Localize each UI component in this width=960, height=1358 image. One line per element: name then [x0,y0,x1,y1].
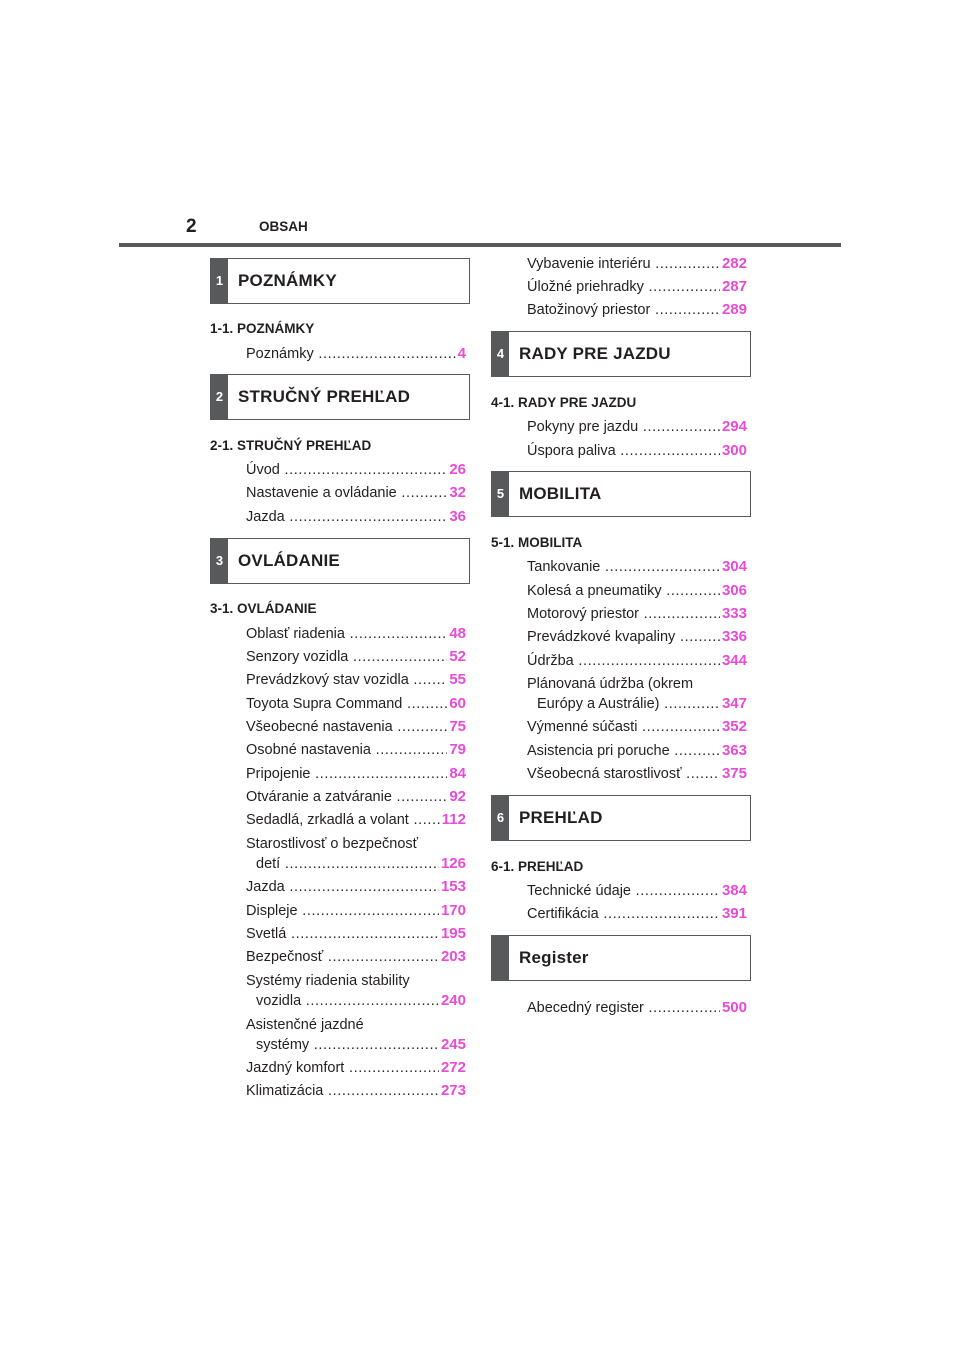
toc-entry[interactable] [246,694,466,714]
entry-text: Bezpečnosť ..... [246,947,466,967]
entry-page-link[interactable]: 52 [449,648,466,665]
toc-entry[interactable] [246,764,466,784]
entry-text: Všeobecné nastavenia ..... [246,717,466,737]
toc-entry[interactable] [246,1081,466,1101]
toc-entry[interactable] [527,674,747,714]
entry-text: Tankovanie ..... [527,557,747,577]
entry-page-link[interactable]: 112 [441,811,466,828]
chapter-title: STRUČNÝ PREHĽAD [238,387,411,406]
entry-text-line1: Systémy riadenia stability [246,973,410,989]
entry-text: Jazdný komfort ..... [246,1058,466,1078]
entry-text: Asistencia pri poruche ..... [527,741,747,761]
toc-entry[interactable] [246,971,466,1011]
toc-entry[interactable] [246,717,466,737]
toc-entry[interactable] [527,904,747,924]
entry-page-link[interactable]: 336 [721,628,747,645]
entry-page-link[interactable]: 4 [457,345,466,362]
toc-entry[interactable] [246,647,466,667]
entry-page-link[interactable]: 352 [721,718,747,735]
entry-page-link[interactable]: 391 [721,905,747,922]
entry-text: Batožinový priestor ..... [527,300,747,320]
entry-text-line1: Starostlivosť o bezpečnosť [246,836,419,852]
section-heading: 1-1. POZNÁMKY [210,321,315,336]
entry-text: Nastavenie a ovládanie ..... [246,483,466,503]
entry-page-link[interactable]: 153 [440,878,466,895]
entry-text: Poznámky ..... [246,344,466,364]
entry-text: Prevádzkové kvapaliny ..... [527,627,747,647]
entry-text: Abecedný register ..... [527,998,747,1018]
entry-page-link[interactable]: 384 [721,882,747,899]
entry-text: systémy ..... [246,1035,466,1055]
chapter-title: MOBILITA [519,484,602,503]
section-heading: 5-1. MOBILITA [491,535,583,550]
chapter-box-6[interactable] [491,795,751,841]
toc-entry[interactable] [527,604,747,624]
entry-text-line1: Plánovaná údržba (okrem [527,676,694,692]
chapter-tab: 6 [492,796,509,840]
entry-text: Certifikácia ..... [527,904,747,924]
toc-entry[interactable] [246,834,466,874]
chapter-title: Register [519,948,589,967]
chapter-title: POZNÁMKY [238,271,337,290]
chapter-box-register[interactable] [491,935,751,981]
entry-page-link[interactable]: 294 [721,418,747,435]
entry-text: Európy a Austrálie) ..... [527,694,747,714]
toc-entry[interactable] [527,441,747,461]
toc-entry[interactable] [246,901,466,921]
chapter-title: OVLÁDANIE [238,551,340,570]
entry-page-link[interactable]: 75 [449,718,466,735]
entry-page-link[interactable]: 333 [721,605,747,622]
page-title: OBSAH [259,219,308,234]
entry-text: Jazda ..... [246,877,466,897]
toc-entry[interactable] [527,881,747,901]
entry-page-link[interactable]: 287 [721,278,747,295]
toc-entry[interactable] [246,947,466,967]
entry-page-link[interactable]: 300 [721,442,747,459]
toc-entry[interactable] [527,651,747,671]
entry-text: Úspora paliva ..... [527,441,747,461]
entry-text: vozidla ..... [246,991,466,1011]
page-number: 2 [186,216,197,237]
chapter-box-3[interactable] [210,538,470,584]
section-heading: 2-1. STRUČNÝ PREHĽAD [210,438,372,453]
entry-page-link[interactable]: 126 [440,855,466,872]
entry-text: Sedadlá, zrkadlá a volant ..... [246,810,466,830]
chapter-tab: 3 [211,539,228,583]
entry-page-link[interactable]: 36 [449,508,466,525]
toc-entry[interactable] [527,998,747,1018]
entry-page-link[interactable]: 375 [721,765,747,782]
toc-entry[interactable] [246,670,466,690]
toc-entry[interactable] [527,717,747,737]
toc-entry[interactable] [527,417,747,437]
chapter-tab: 2 [211,375,228,419]
entry-page-link[interactable]: 272 [440,1059,466,1076]
section-heading: 3-1. OVLÁDANIE [210,601,317,616]
toc-entry[interactable] [527,764,747,784]
entry-page-link[interactable]: 55 [449,671,466,688]
entry-page-link[interactable]: 48 [449,625,466,642]
entry-page-link[interactable]: 92 [449,788,466,805]
chapter-tab: 4 [492,332,509,376]
entry-page-link[interactable]: 195 [440,925,466,942]
entry-text: Všeobecná starostlivosť ..... [527,764,747,784]
toc-entry[interactable] [246,624,466,644]
entry-text: Svetlá ..... [246,924,466,944]
section-heading: 4-1. RADY PRE JAZDU [491,395,637,410]
chapter-title: RADY PRE JAZDU [519,344,671,363]
entry-text: Motorový priestor ..... [527,604,747,624]
toc-entry[interactable] [246,740,466,760]
entry-text: Pripojenie ..... [246,764,466,784]
entry-text: Osobné nastavenia ..... [246,740,466,760]
chapter-tab: 1 [211,259,228,303]
toc-entry[interactable] [246,810,466,830]
toc-entry[interactable] [246,787,466,807]
entry-text-line1: Asistenčné jazdné [246,1017,364,1033]
toc-entry[interactable] [246,344,466,364]
entry-page-link[interactable]: 344 [721,652,747,669]
chapter-tab: 5 [492,472,509,516]
entry-page-link[interactable]: 245 [440,1036,466,1053]
entry-page-link[interactable]: 26 [449,461,466,478]
entry-text: detí ..... [246,854,466,874]
chapter-box-4[interactable] [491,331,751,377]
entry-text: Úložné priehradky ..... [527,277,747,297]
chapter-box-1[interactable] [210,258,470,304]
toc-entry[interactable] [246,460,466,480]
chapter-box-5[interactable] [491,471,751,517]
entry-page-link[interactable]: 84 [449,765,466,782]
toc-entry[interactable] [246,483,466,503]
entry-page-link[interactable]: 347 [721,695,747,712]
entry-text: Technické údaje ..... [527,881,747,901]
toc-entry[interactable] [246,507,466,527]
entry-text: Senzory vozidla ..... [246,647,466,667]
entry-text: Výmenné súčasti ..... [527,717,747,737]
entry-page-link[interactable]: 170 [440,902,466,919]
entry-text: Otváranie a zatváranie ..... [246,787,466,807]
toc-entry[interactable] [246,924,466,944]
entry-page-link[interactable]: 60 [449,695,466,712]
toc-entry[interactable] [527,277,747,297]
chapter-title: PREHĽAD [519,808,603,827]
toc-entry[interactable] [527,627,747,647]
entry-text: Pokyny pre jazdu ..... [527,417,747,437]
entry-text: Displeje ..... [246,901,466,921]
toc-entry[interactable] [527,254,747,274]
entry-text: Toyota Supra Command ..... [246,694,466,714]
toc-entry[interactable] [246,1058,466,1078]
toc-entry[interactable] [246,1015,466,1055]
section-heading: 6-1. PREHĽAD [491,859,584,874]
entry-text: Jazda ..... [246,507,466,527]
toc-entry[interactable] [527,741,747,761]
entry-page-link[interactable]: 240 [440,992,466,1009]
entry-page-link[interactable]: 282 [721,255,747,272]
entry-text: Údržba ..... [527,651,747,671]
entry-page-link[interactable]: 32 [449,484,466,501]
toc-entry[interactable] [246,877,466,897]
chapter-tab [492,936,509,980]
toc-entry[interactable] [527,300,747,320]
entry-text: Prevádzkový stav vozidla ..... [246,670,466,690]
entry-text: Vybavenie interiéru ..... [527,254,747,274]
entry-page-link[interactable]: 273 [440,1082,466,1099]
entry-text: Oblasť riadenia ..... [246,624,466,644]
entry-page-link[interactable]: 79 [449,741,466,758]
entry-page-link[interactable]: 363 [721,742,747,759]
entry-page-link[interactable]: 306 [721,582,747,599]
entry-page-link[interactable]: 289 [721,301,747,318]
toc-entry[interactable] [527,557,747,577]
toc-entry[interactable] [527,581,747,601]
entry-text: Klimatizácia ..... [246,1081,466,1101]
entry-page-link[interactable]: 304 [721,558,747,575]
entry-page-link[interactable]: 500 [721,999,747,1016]
entry-text: Kolesá a pneumatiky ..... [527,581,747,601]
entry-page-link[interactable]: 203 [440,948,466,965]
entry-text: Úvod ..... [246,460,466,480]
chapter-box-2[interactable] [210,374,470,420]
header-divider [119,243,841,247]
